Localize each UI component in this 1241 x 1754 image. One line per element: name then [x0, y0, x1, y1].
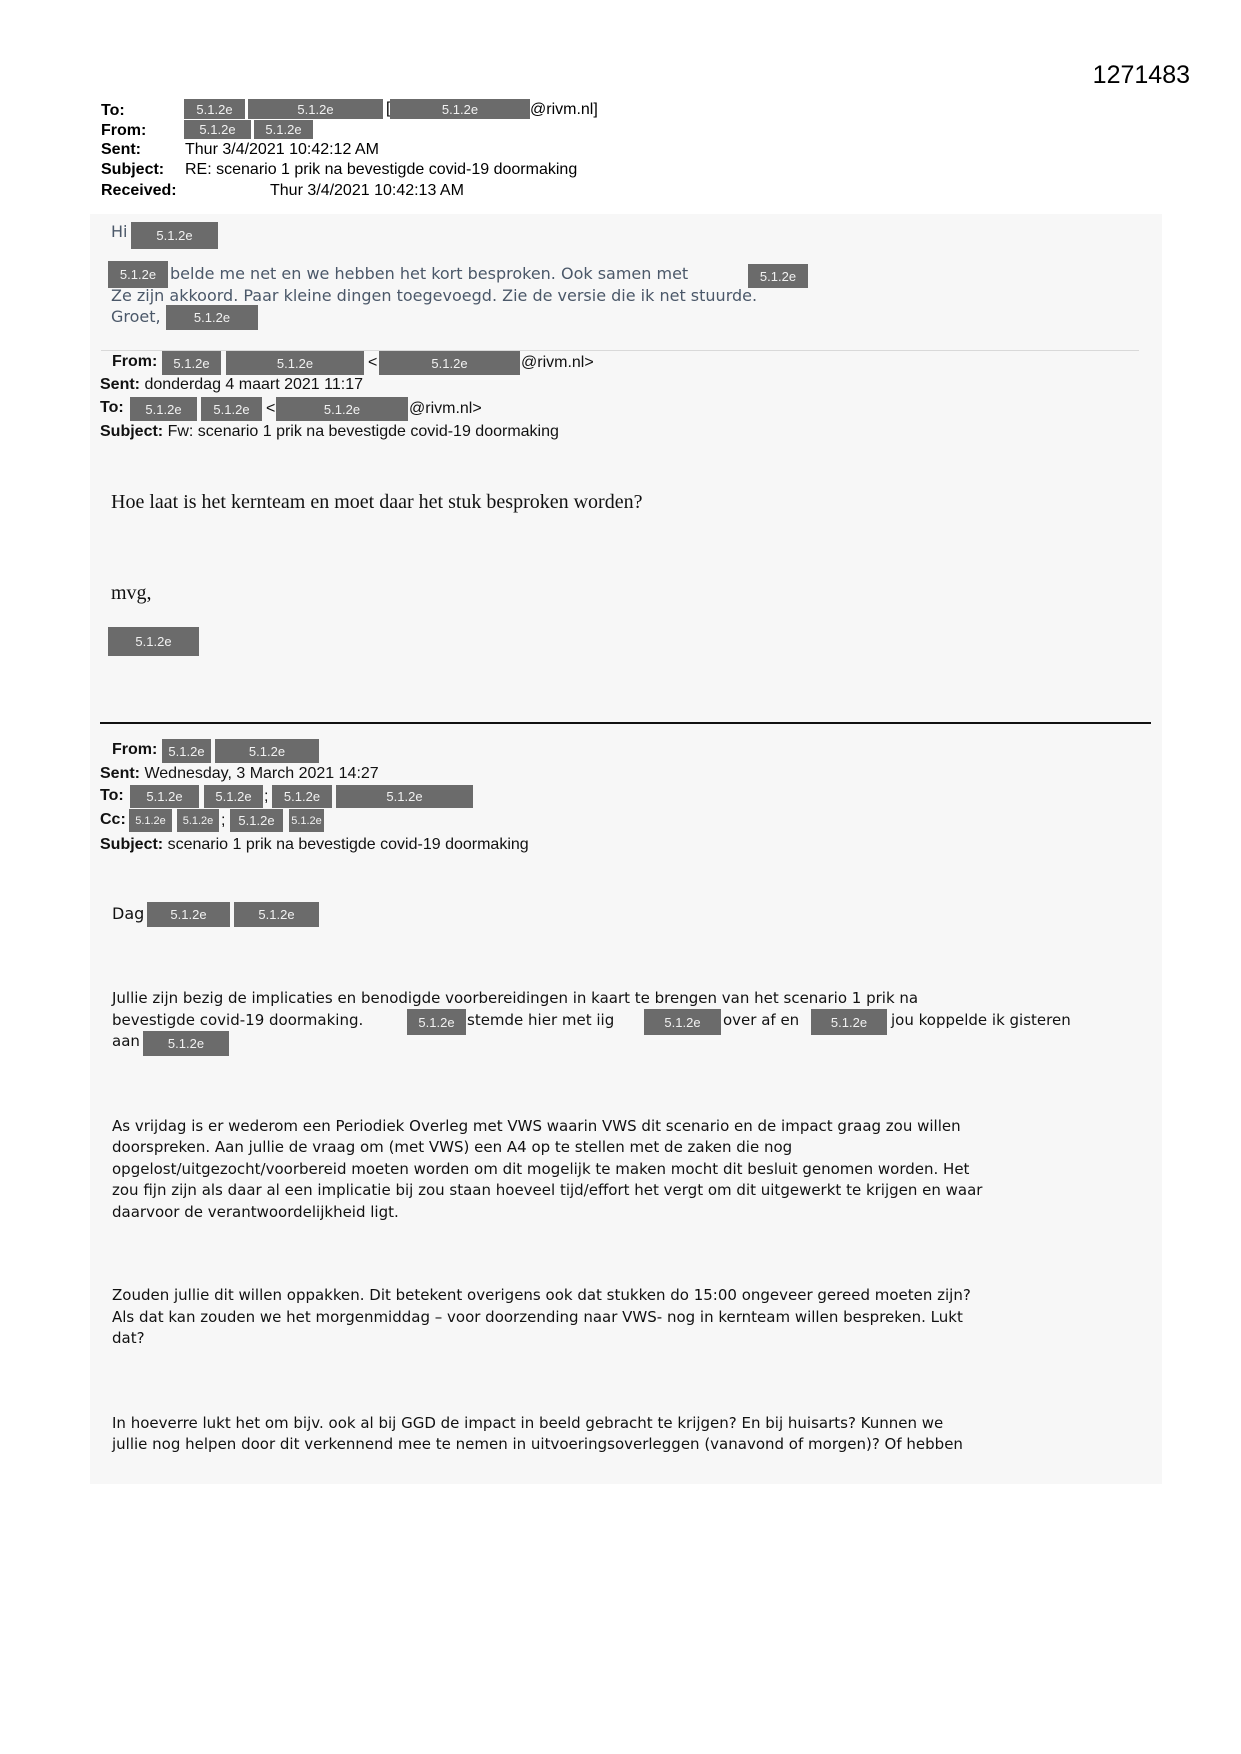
redaction-box: 5.1.2e: [336, 785, 473, 808]
orig-sent: Sent: Wednesday, 3 March 2021 14:27: [100, 765, 379, 782]
redaction-box: 5.1.2e: [230, 809, 283, 832]
redaction-box: 5.1.2e: [184, 99, 245, 119]
redaction-box: 5.1.2e: [234, 902, 319, 927]
to-domain: @rivm.nl]: [530, 101, 598, 118]
redaction-box: 5.1.2e: [131, 222, 218, 249]
redaction-box: 5.1.2e: [184, 120, 251, 139]
redaction-box: 5.1.2e: [644, 1009, 721, 1035]
orig-cc-label: Cc:: [100, 811, 126, 828]
p1-line-2b: stemde hier met iig: [467, 1011, 615, 1029]
p2-line: zou fijn zijn als daar al een implicatie bij zou staan hoeveel tijd/effort het vergt om dit uitgewerkt te krijgen en waar: [112, 1181, 983, 1199]
fw-from-lt: <: [368, 354, 378, 371]
p1-line-3: aan: [112, 1032, 140, 1050]
p2-line: opgelost/uitgezocht/voorbereid moeten worden om dit mogelijk te maken mocht dit besluit genomen worden. Het: [112, 1160, 970, 1178]
redaction-box: 5.1.2e: [748, 264, 808, 288]
orig-subject: Subject: scenario 1 prik na bevestigde covid-19 doormaking: [100, 836, 529, 853]
p3-line: Zouden jullie dit willen oppakken. Dit betekent overigens ook dat stukken do 15:00 ongeveer gereed moeten zijn?: [112, 1286, 971, 1304]
p1-line-2c: over af en: [723, 1011, 800, 1029]
redaction-box: 5.1.2e: [407, 1009, 466, 1035]
orig-greeting: Dag: [112, 904, 145, 923]
fw-sent: Sent: donderdag 4 maart 2021 11:17: [100, 376, 363, 393]
redaction-box: 5.1.2e: [379, 351, 520, 375]
redaction-box: 5.1.2e: [289, 809, 324, 832]
redaction-box: 5.1.2e: [226, 351, 364, 375]
redaction-box: 5.1.2e: [215, 739, 319, 763]
subject-label: Subject:: [101, 161, 165, 178]
orig-to-semicolon: ;: [264, 788, 269, 805]
p3-line: dat?: [112, 1329, 145, 1347]
orig-cc-semicolon: ;: [221, 812, 226, 829]
redaction-box: 5.1.2e: [177, 809, 219, 832]
reply-line-1: belde me net en we hebben het kort besproken. Ook samen met: [170, 264, 689, 283]
p2-line: As vrijdag is er wederom een Periodiek Overleg met VWS waarin VWS dit scenario en de impact graag zou willen: [112, 1117, 961, 1135]
p4-line: In hoeverre lukt het om bijv. ook al bij GGD de impact in beeld gebracht te krijgen? En bij huisarts? Kunnen we: [112, 1414, 944, 1432]
separator-line-thick: [100, 722, 1151, 724]
redaction-box: 5.1.2e: [162, 351, 221, 375]
redaction-box: 5.1.2e: [204, 785, 263, 808]
sent-value: Thur 3/4/2021 10:42:12 AM: [185, 141, 379, 158]
p1-line-2d: jou koppelde ik gisteren: [891, 1011, 1071, 1029]
p1-line-2a: bevestigde covid-19 doormaking.: [112, 1011, 364, 1029]
p2-line: daarvoor de verantwoordelijkheid ligt.: [112, 1203, 399, 1221]
fw-from-label: From:: [112, 353, 158, 370]
p4-line: jullie nog helpen door dit verkennend mee te nemen in uitvoeringsoverleggen (vanavond of morgen)? Of hebben: [112, 1435, 963, 1453]
reply-closing: Groet,: [111, 307, 161, 326]
fw-to-label: To:: [100, 399, 124, 416]
from-label: From:: [101, 122, 147, 139]
redaction-box: 5.1.2e: [276, 397, 408, 421]
redaction-box: 5.1.2e: [143, 1031, 229, 1056]
sent-label: Sent:: [101, 141, 141, 158]
fw-from-domain: @rivm.nl>: [521, 354, 594, 371]
redaction-box: 5.1.2e: [130, 785, 199, 808]
redaction-box: 5.1.2e: [162, 739, 211, 763]
redaction-box: 5.1.2e: [108, 627, 199, 656]
document-number: 1271483: [1092, 61, 1190, 89]
redaction-box: 5.1.2e: [201, 397, 262, 421]
reply-greeting: Hi: [111, 222, 128, 241]
fw-sign: mvg,: [111, 582, 152, 604]
p1-line-1: Jullie zijn bezig de implicaties en benodigde voorbereidingen in kaart te brengen van het scenario 1 prik na: [112, 989, 919, 1007]
redaction-box: 5.1.2e: [248, 99, 383, 119]
redaction-box: 5.1.2e: [811, 1009, 887, 1035]
p2-line: doorspreken. Aan jullie de vraag om (met VWS) een A4 op te stellen met de zaken die nog: [112, 1138, 793, 1156]
redaction-box: 5.1.2e: [272, 785, 332, 808]
subject-value: RE: scenario 1 prik na bevestigde covid-19 doormaking: [185, 161, 578, 178]
received-value: Thur 3/4/2021 10:42:13 AM: [270, 182, 464, 199]
to-label: To:: [101, 102, 125, 119]
fw-to-lt: <: [266, 400, 276, 417]
redaction-box: 5.1.2e: [147, 902, 230, 927]
redaction-box: 5.1.2e: [108, 261, 168, 288]
redaction-box: 5.1.2e: [166, 305, 258, 330]
redaction-box: 5.1.2e: [390, 99, 530, 119]
fw-to-domain: @rivm.nl>: [409, 400, 482, 417]
redaction-box: 5.1.2e: [254, 120, 313, 139]
p3-line: Als dat kan zouden we het morgenmiddag – voor doorzending naar VWS- nog in kernteam willen bespreken. Lukt: [112, 1308, 963, 1326]
redaction-box: 5.1.2e: [130, 397, 197, 421]
orig-to-label: To:: [100, 787, 124, 804]
to-bracket: [: [386, 100, 391, 117]
fw-body-text: Hoe laat is het kernteam en moet daar het stuk besproken worden?: [111, 491, 643, 513]
reply-line-2: Ze zijn akkoord. Paar kleine dingen toegevoegd. Zie de versie die ik net stuurde.: [111, 286, 758, 305]
fw-subject: Subject: Fw: scenario 1 prik na bevestigde covid-19 doormaking: [100, 423, 559, 440]
orig-from-label: From:: [112, 741, 158, 758]
received-label: Received:: [101, 182, 177, 199]
redaction-box: 5.1.2e: [129, 809, 172, 832]
